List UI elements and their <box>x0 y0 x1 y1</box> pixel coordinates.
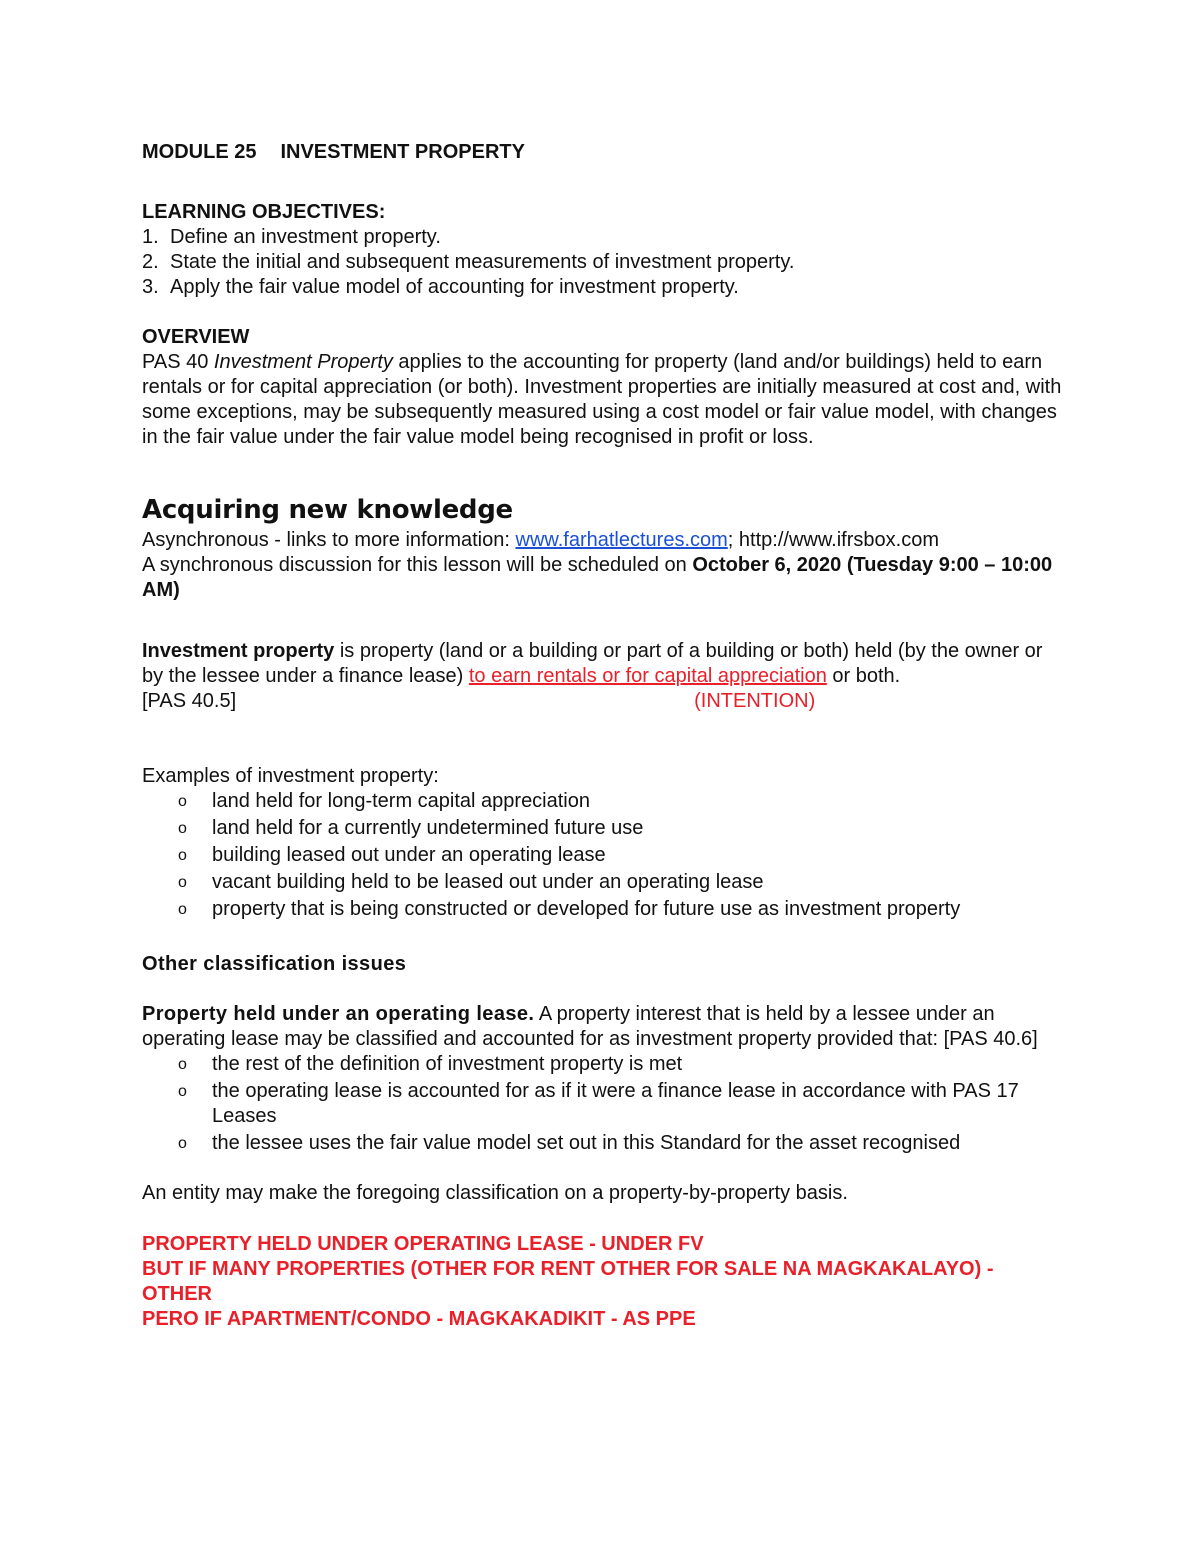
module-number: MODULE 25 <box>142 141 257 163</box>
examples-list <box>142 789 1062 922</box>
operating-lease-term: Property held under an operating lease. <box>142 1003 535 1025</box>
list-item: o the operating lease is accounted for as if it were a finance lease in accordance with PAS 17 Leases <box>178 1080 1019 1127</box>
note-line: BUT IF MANY PROPERTIES (OTHER FOR RENT OTHER FOR SALE NA MAGKAKALAYO) - OTHER <box>142 1258 994 1305</box>
operating-lease-paragraph: Property held under an operating lease. A property interest that is held by a lessee under an operating lease may be classified and accounted for as investment property provided that: [PAS 40.6] <box>142 1003 1038 1050</box>
sync-date: October 6, 2020 (Tuesday 9:00 – 10:00 AM) <box>142 554 1053 601</box>
async-line: Asynchronous - links to more information: www.farhatlectures.com; http://www.ifrsbox.com <box>142 529 939 551</box>
note-line: PERO IF APARTMENT/CONDO - MAGKAKADIKIT - AS PPE <box>142 1308 696 1330</box>
document-page <box>142 140 1062 1332</box>
intention-note: (INTENTION) <box>694 690 816 712</box>
list-item: o land held for a currently undetermined future use <box>178 817 644 839</box>
classification-heading: Other classification issues <box>142 953 407 975</box>
farhatlectures-link[interactable]: www.farhatlectures.com <box>515 529 728 551</box>
module-title <box>142 140 1062 165</box>
module-name: INVESTMENT PROPERTY <box>280 141 525 163</box>
examples-heading: Examples of investment property: <box>142 765 439 787</box>
knowledge-section <box>142 492 1062 603</box>
classification-closing: An entity may make the foregoing classification on a property-by-property basis. <box>142 1182 848 1204</box>
note-line: PROPERTY HELD UNDER OPERATING LEASE - UNDER FV <box>142 1233 704 1255</box>
objective-item: 1. Define an investment property. <box>142 226 441 248</box>
learning-objectives <box>142 200 1062 300</box>
list-item: o the lessee uses the fair value model set out in this Standard for the asset recognised <box>178 1132 961 1154</box>
objectives-heading: LEARNING OBJECTIVES: <box>142 201 386 223</box>
classification-list <box>142 1052 1062 1156</box>
sync-line: A synchronous discussion for this lesson will be scheduled on October 6, 2020 (Tuesday 9:00 – 10:00 AM) <box>142 554 1053 601</box>
definition-paragraph: Investment property is property (land or a building or part of a building or both) held (by the owner or by the lessee under a finance lease) to earn rentals or for capital appreciation or both. [PAS 40.5] (INTENTION) <box>142 640 1043 712</box>
objective-item: 2. State the initial and subsequent measurements of investment property. <box>142 251 795 273</box>
definition-ref: [PAS 40.5] <box>142 690 237 712</box>
ifrsbox-link[interactable]: http://www.ifrsbox.com <box>738 529 939 551</box>
classification-section <box>142 952 1062 1206</box>
list-item: o property that is being constructed or developed for future use as investment property <box>178 898 961 920</box>
handwritten-notes <box>142 1232 1062 1332</box>
list-item: o land held for long-term capital appreciation <box>178 790 590 812</box>
definition-term: Investment property <box>142 640 335 662</box>
objectives-list <box>142 225 1062 300</box>
list-item: o building leased out under an operating lease <box>178 844 606 866</box>
knowledge-heading: Acquiring new knowledge <box>142 495 513 525</box>
definition-highlight: to earn rentals or for capital appreciation <box>468 665 827 687</box>
overview-paragraph: PAS 40 Investment Property applies to the accounting for property (land and/or buildings) held to earn rentals or for capital appreciation (or both). Investment properties are initially measured at cost and, with some exceptions, may be subsequently measured using a cost model or fair value model, with changes in the fair value under the fair value model being recognised in profit or loss. <box>142 351 1062 448</box>
objective-item: 3. Apply the fair value model of accounting for investment property. <box>142 276 739 298</box>
overview-heading: OVERVIEW <box>142 326 250 348</box>
list-item: o vacant building held to be leased out under an operating lease <box>178 871 764 893</box>
examples-section <box>142 764 1062 922</box>
overview-section <box>142 325 1062 450</box>
list-item: o the rest of the definition of investment property is met <box>178 1053 683 1075</box>
